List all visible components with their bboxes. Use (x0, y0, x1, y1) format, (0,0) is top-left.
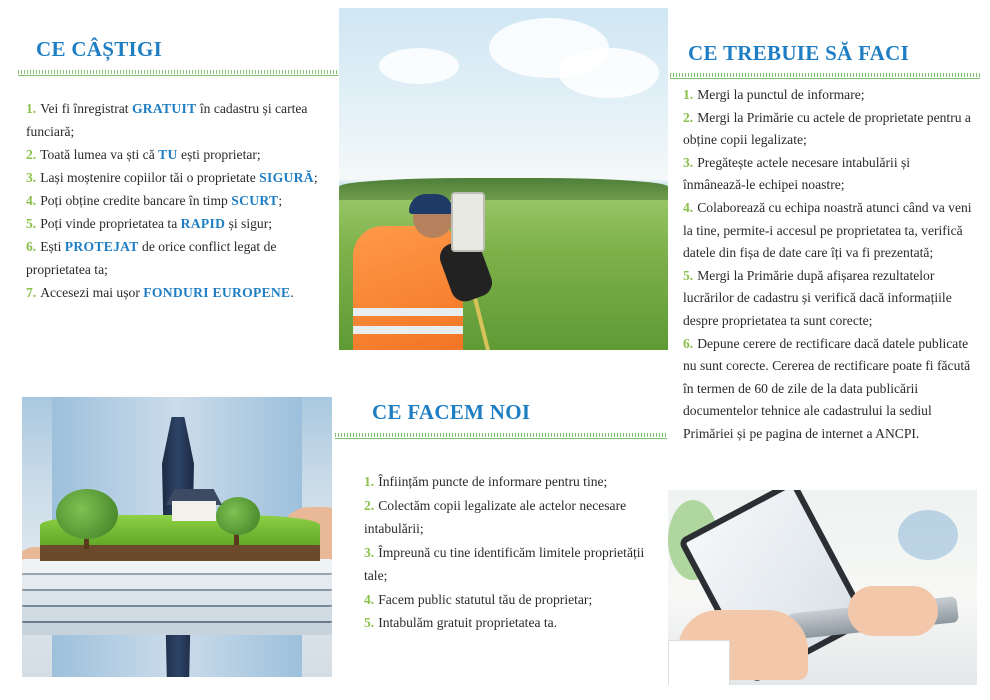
we-do-heading-rule (335, 433, 667, 439)
item-text: Colectăm copii legalizate ale actelor necesare intabulării; (364, 497, 627, 536)
item-text: Ești (40, 239, 65, 254)
item-number: 4. (364, 591, 375, 607)
keyword: TU (158, 147, 178, 162)
todo-list-item (683, 152, 975, 197)
keyword: PROTEJAT (64, 239, 139, 254)
item-number: 2. (683, 109, 694, 125)
todo-list-item (683, 197, 975, 265)
todo-list-item (683, 265, 975, 333)
item-text: ; (278, 193, 283, 208)
item-number: 5. (683, 267, 694, 283)
gains-list-item (26, 212, 331, 235)
item-number: 3. (683, 154, 694, 170)
we-do-list-item (364, 494, 656, 541)
item-text: Depune cerere de rectificare dacă datele publicate nu sunt corecte. Cererea de rectificare poate fi făcută în termen de 60 de zile de la data publicării documentelor tehnice ale cadastrului la sediul Primăriei și pe pagina de internet a ANCPI. (683, 335, 971, 441)
item-number: 1. (26, 101, 37, 116)
land-in-hands-photo (22, 397, 332, 677)
todo-list (683, 84, 975, 446)
we-do-list (364, 470, 656, 635)
gains-list-item (26, 166, 331, 189)
gains-heading: CE CÂȘTIGI (36, 37, 163, 61)
item-text: Împreună cu tine identificăm limitele proprietății tale; (364, 544, 645, 583)
item-text: Toată lumea va ști că (40, 147, 159, 162)
todo-heading: CE TREBUIE SĂ FACI (688, 41, 910, 65)
item-text: Intabulăm gratuit proprietatea ta. (378, 615, 558, 630)
we-do-list-item (364, 611, 656, 635)
keyword: RAPID (180, 216, 226, 231)
item-text: Mergi la Primărie cu actele de proprietate pentru a obține copii legalizate; (683, 109, 971, 148)
todo-list-item (683, 333, 975, 446)
keyword: SIGURĂ (259, 170, 314, 185)
item-number: 6. (683, 335, 694, 351)
item-number: 3. (26, 170, 37, 185)
todo-heading-rule (670, 73, 980, 79)
item-number: 5. (26, 216, 37, 231)
item-text: ești proprietar; (177, 147, 261, 162)
item-text: Mergi la punctul de informare; (697, 87, 865, 102)
item-number: 1. (683, 87, 694, 102)
we-do-list-item (364, 541, 656, 588)
gains-list-item (26, 281, 331, 304)
item-number: 1. (364, 474, 375, 489)
gains-list-item (26, 143, 331, 166)
gains-heading-rule (18, 70, 338, 76)
keyword: SCURT (231, 193, 279, 208)
item-number: 2. (26, 147, 37, 162)
we-do-list-item (364, 588, 656, 612)
item-number: 2. (364, 497, 375, 513)
tablet-hands-photo (668, 490, 977, 685)
surveyor-photo (339, 8, 668, 350)
item-text: Lași moștenire copiilor tăi o proprietate (40, 170, 260, 185)
item-text: Vei fi înregistrat (40, 101, 132, 116)
todo-list-item (683, 84, 975, 107)
item-number: 7. (26, 285, 37, 300)
item-text: . (290, 285, 294, 300)
keyword: FONDURI EUROPENE (143, 285, 291, 300)
we-do-list-item (364, 470, 656, 494)
item-text: ; (313, 170, 318, 185)
todo-list-item (683, 107, 975, 152)
item-number: 3. (364, 544, 375, 560)
item-text: Pregătește actele necesare intabulării și înmânează-le echipei noastre; (683, 154, 911, 193)
item-number: 4. (683, 199, 694, 215)
gains-list-item (26, 235, 331, 281)
item-text: Poți obține credite bancare în timp (40, 193, 232, 208)
item-text: și sigur; (225, 216, 273, 231)
item-text: Accesezi mai ușor (40, 285, 144, 300)
item-text: în cadastru și cartea funciară; (26, 101, 308, 139)
item-text: Poți vinde proprietatea ta (40, 216, 181, 231)
item-number: 4. (26, 193, 37, 208)
item-text: Mergi la Primărie după afișarea rezultatelor lucrărilor de cadastru și verifică dacă informațiile despre proprietatea ta sunt corecte; (683, 267, 952, 328)
gains-list-item (26, 189, 331, 212)
item-text: Colaborează cu echipa noastră atunci când va veni la tine, permite-i accesul pe proprietatea ta, verifică datele din fișa de date care îți va fi prezentată; (683, 199, 972, 261)
gains-list (26, 97, 331, 304)
we-do-heading: CE FACEM NOI (372, 400, 531, 424)
keyword: GRATUIT (131, 101, 197, 116)
item-text: de orice conflict legat de proprietatea ta; (26, 239, 277, 277)
item-text: Înființăm puncte de informare pentru tine; (378, 474, 608, 489)
gains-list-item (26, 97, 331, 143)
item-number: 6. (26, 239, 37, 254)
item-number: 5. (364, 615, 375, 630)
item-text: Facem public statutul tău de proprietar; (378, 591, 593, 607)
